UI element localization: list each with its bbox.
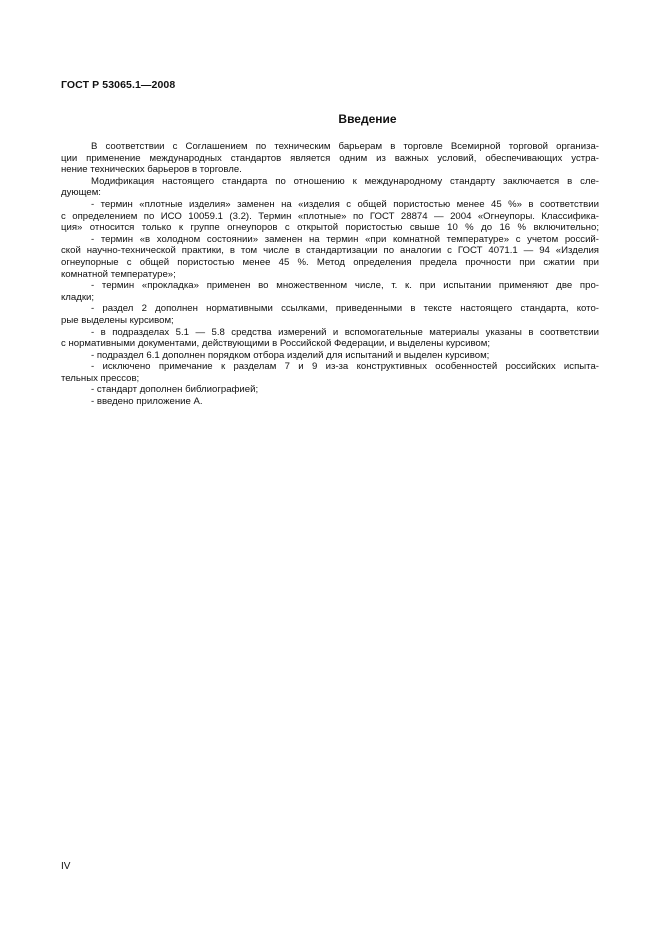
list-item-line: ской научно-технической практики, в том числе в стандартизации по аналогии с ГОСТ 4071.1 — 94 «Изделия (61, 245, 599, 257)
list-item-line: рые выделены курсивом; (61, 314, 174, 326)
list-item-line: - термин «в холодном состоянии» заменен на термин «при комнатной температуре» с учетом россий- (91, 233, 599, 245)
paragraph-line: нение технических барьеров в торговле. (61, 164, 242, 176)
list-item-line: - исключено примечание к разделам 7 и 9 из-за конструктивных особенностей российских испыта- (91, 361, 599, 373)
page-number: IV (61, 861, 71, 872)
list-item-line: с определением по ИСО 10059.1 (3.2). Термин «плотные» по ГОСТ 28874 — 2004 «Огнеупоры. Классифика- (61, 210, 599, 222)
list-item-line: кладки; (61, 291, 95, 303)
paragraph-line: Модификация настоящего стандарта по отношению к международному стандарту заключается в сле- (91, 175, 599, 187)
introduction-body (61, 141, 599, 408)
list-item-line: - раздел 2 дополнен нормативными ссылками, приведенными в тексте настоящего стандарта, кото- (91, 303, 599, 315)
document-id: ГОСТ Р 53065.1—2008 (61, 79, 176, 91)
list-item-line: комнатной температуре»; (61, 268, 176, 280)
list-item-line: - введено приложение А. (91, 396, 203, 408)
list-item-line: огнеупорные с общей пористостью менее 45 %. Метод определения предела прочности при сжатии при (61, 256, 599, 268)
paragraph-line: В соответствии с Соглашением по техническим барьерам в торговле Всемирной торговой организа- (91, 141, 599, 152)
list-item-line: тельных прессов; (61, 372, 140, 384)
list-item-line: с нормативными документами, действующими в Российской Федерации, и выделены курсивом; (61, 338, 491, 350)
list-item-line: - термин «прокладка» применен во множественном числе, т. к. при испытании применяют две про- (91, 280, 599, 292)
list-item-line: ция» относится только к группе огнеупоров с открытой пористостью свыше 10 % до 16 % включительно; (61, 222, 599, 234)
list-item-line: - термин «плотные изделия» заменен на «изделия с общей пористостью менее 45 %» в соответствии (91, 198, 599, 210)
paragraph-line: дующем: (61, 187, 101, 199)
paragraph-line: ции применение международных стандартов является одним из важных условий, обеспечивающих устра- (61, 152, 599, 164)
list-item-line: - в подразделах 5.1 — 5.8 средства измерений и вспомогательные материалы указаны в соответствии (91, 326, 599, 338)
section-title: Введение (338, 112, 397, 126)
list-item-line: - подраздел 6.1 дополнен порядком отбора изделий для испытаний и выделен курсивом; (91, 349, 490, 361)
list-item-line: - стандарт дополнен библиографией; (91, 384, 259, 396)
